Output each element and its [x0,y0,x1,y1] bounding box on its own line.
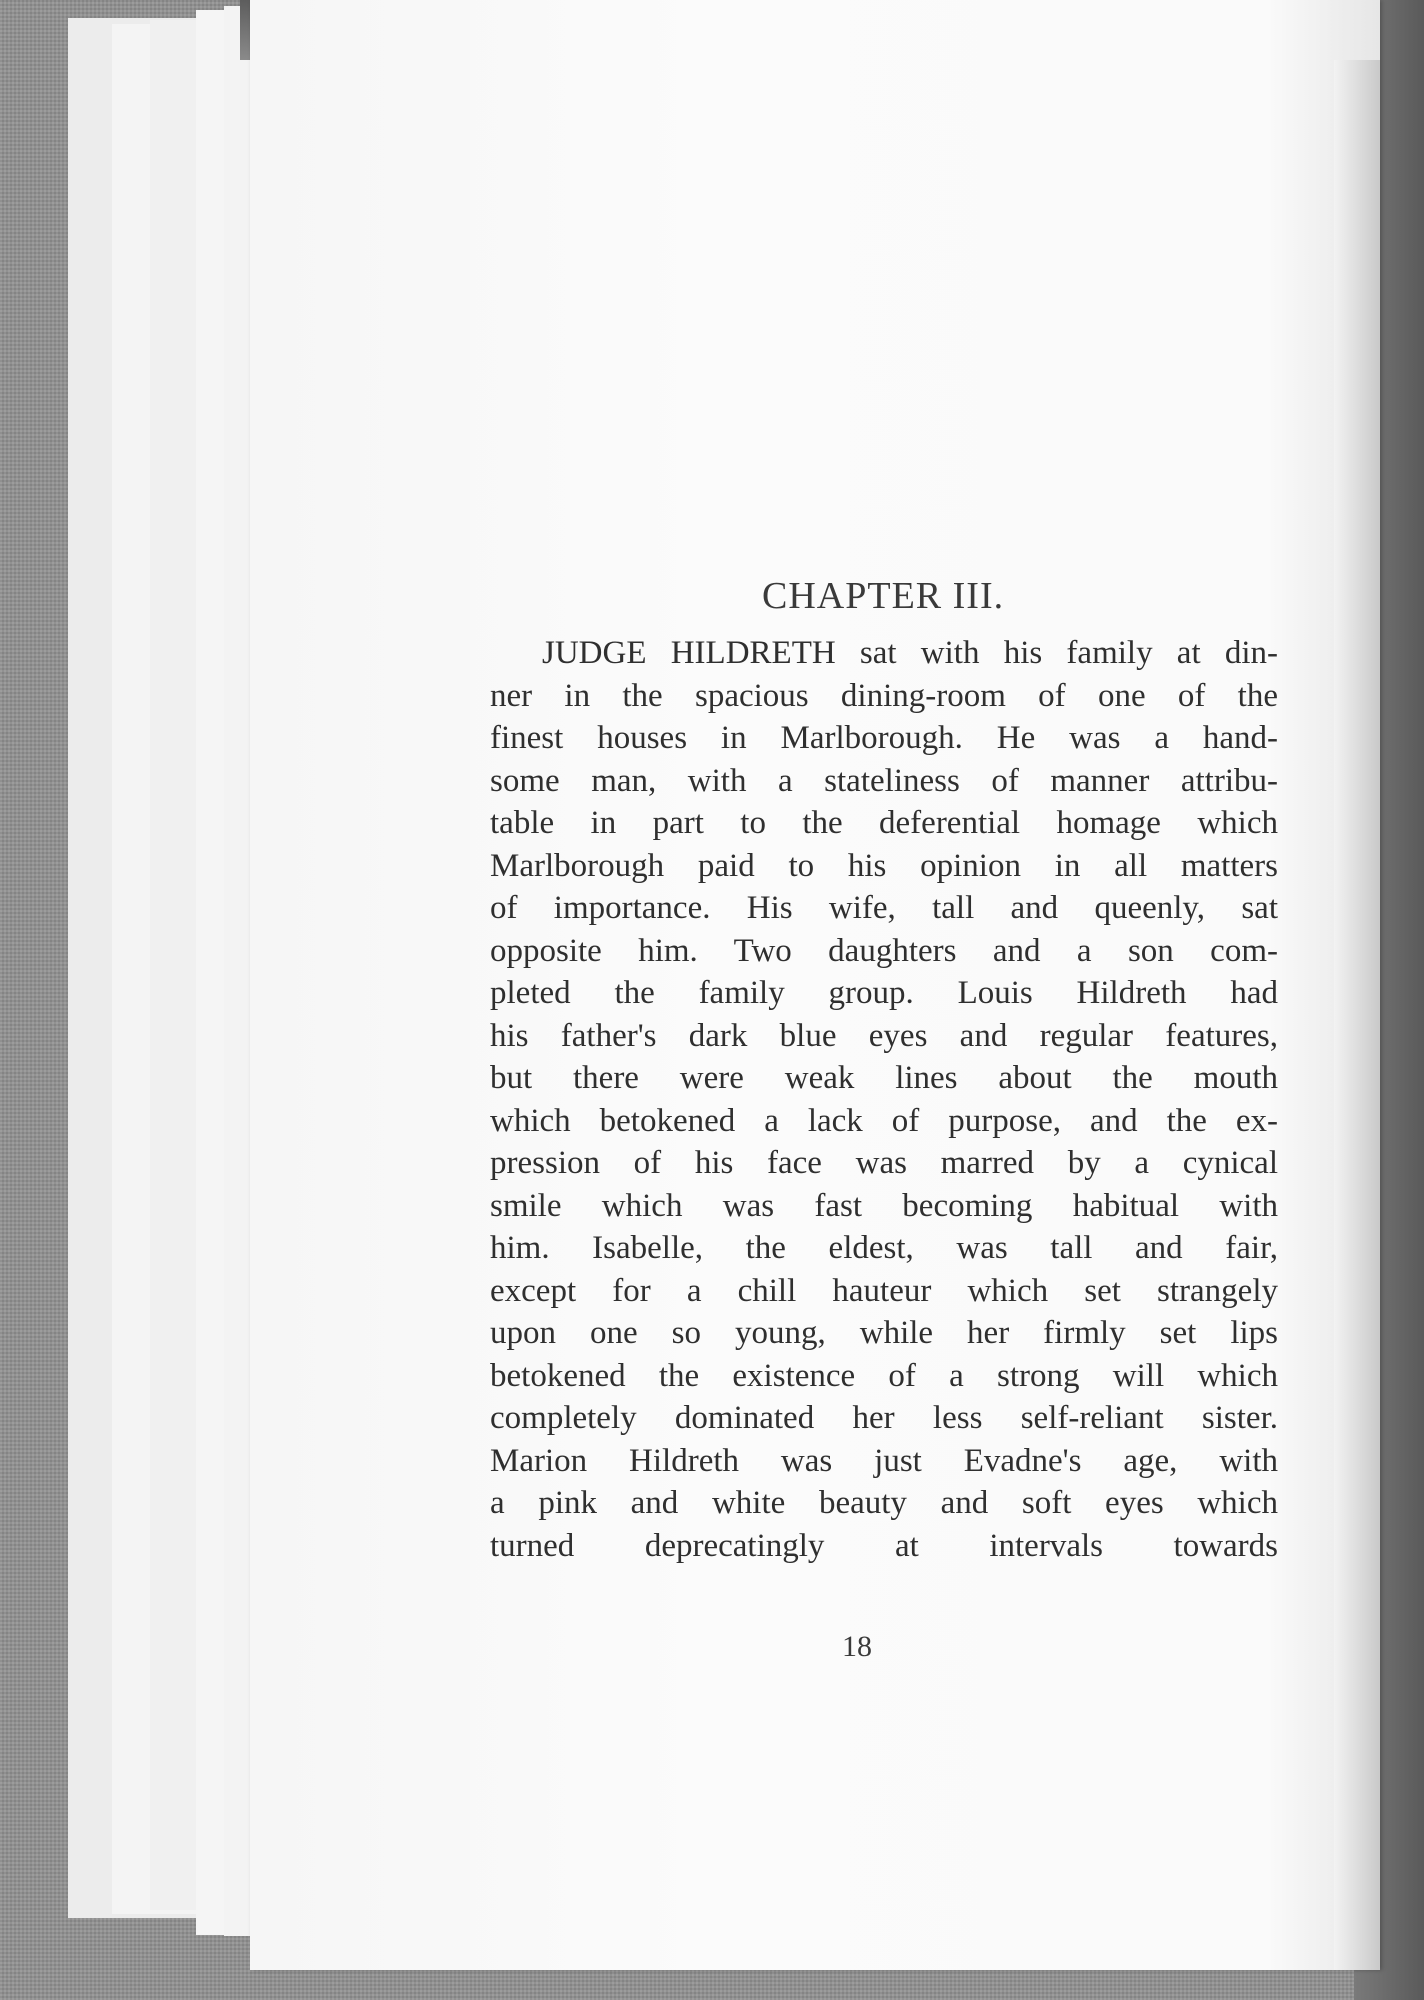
page-gutter-shadow [1334,60,1380,1970]
text-line: table in part to the deferential homage which [490,805,1278,841]
text-line: some man, with a stateliness of manner attribu- [490,762,1278,799]
text-line: a pink and white beauty and soft eyes which [490,1485,1278,1521]
page-number: 18 [842,1630,872,1663]
text-line: turned deprecatingly at intervals towards [490,1527,1278,1564]
text-line: Marion Hildreth was just Evadne's age, with [490,1442,1278,1479]
text-line: him. Isabelle, the eldest, was tall and fair, [490,1230,1278,1266]
text-line: of importance. His wife, tall and queenly, sat [490,890,1278,926]
text-line: completely dominated her less self-reliant sister. [490,1400,1278,1436]
text-line: his father's dark blue eyes and regular features, [490,1017,1278,1054]
text-line: which betokened a lack of purpose, and the ex- [490,1102,1278,1139]
text-line: betokened the existence of a strong will which [490,1357,1278,1394]
text-line: ner in the spacious dining-room of one of the [490,677,1278,714]
text-line: smile which was fast becoming habitual with [490,1187,1278,1224]
text-line: but there were weak lines about the mouth [490,1060,1278,1096]
body-text [490,632,1278,1567]
text-line: upon one so young, while her firmly set lips [490,1315,1278,1351]
text-line: JUDGE HILDRETH sat with his family at din- [542,635,1278,671]
text-line: pression of his face was marred by a cynical [490,1145,1278,1181]
text-line: opposite him. Two daughters and a son com- [490,932,1278,969]
chapter-title: CHAPTER III. [762,575,1005,617]
text-line: except for a chill hauteur which set strangely [490,1272,1278,1309]
text-line: Marlborough paid to his opinion in all matters [490,847,1278,884]
text-line: finest houses in Marlborough. He was a hand- [490,720,1278,756]
text-line: pleted the family group. Louis Hildreth had [490,975,1278,1011]
